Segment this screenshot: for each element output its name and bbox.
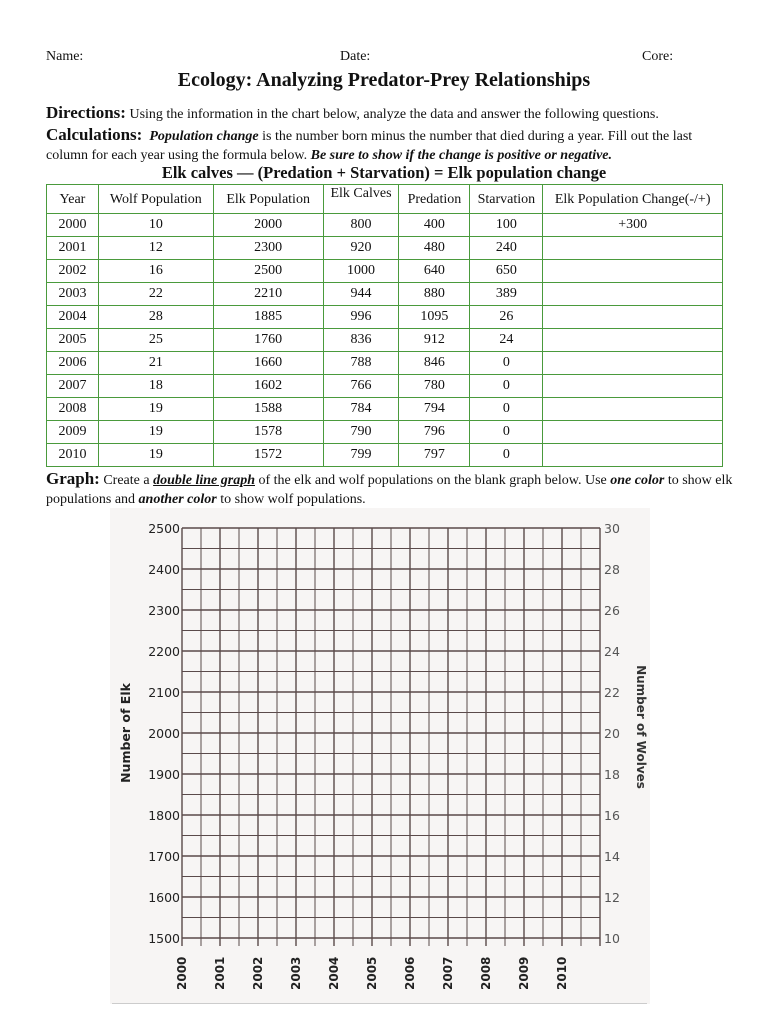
table-cell: 846 xyxy=(399,352,470,375)
wolf-axis-tick-label: 18 xyxy=(604,767,620,782)
table-cell: 2000 xyxy=(213,214,323,237)
graph-text-5: to show elk populations and xyxy=(46,473,733,507)
table-cell: 1095 xyxy=(399,306,470,329)
graph-text-2: double line graph xyxy=(153,473,255,488)
population-change-cell[interactable] xyxy=(543,421,723,444)
wolf-axis-tick-label: 16 xyxy=(604,808,620,823)
year-axis-tick-label: 2003 xyxy=(289,956,303,990)
wolf-axis-tick-label: 22 xyxy=(604,685,620,700)
table-cell: 944 xyxy=(323,283,399,306)
table-header-cell: Elk Population Change(-/+) xyxy=(543,185,723,214)
wolf-axis-tick-label: 14 xyxy=(604,849,620,864)
table-row xyxy=(47,352,723,375)
table-cell: 2006 xyxy=(47,352,99,375)
table-cell: 16 xyxy=(98,260,213,283)
table-cell: 18 xyxy=(98,375,213,398)
year-axis-tick-label: 2000 xyxy=(175,956,189,990)
year-axis-tick-label: 2008 xyxy=(479,956,493,990)
elk-axis-tick-label: 1800 xyxy=(148,808,180,823)
table-row xyxy=(47,329,723,352)
table-cell: 766 xyxy=(323,375,399,398)
population-change-cell[interactable]: +300 xyxy=(543,214,723,237)
table-body xyxy=(47,214,723,467)
year-axis-tick-label: 2007 xyxy=(441,956,455,990)
page-bottom-rule xyxy=(112,1003,647,1004)
table-cell: 100 xyxy=(470,214,543,237)
table-header-cell: Elk Calves xyxy=(323,185,399,214)
table-header-row xyxy=(47,185,723,214)
table-cell: 10 xyxy=(98,214,213,237)
table-row xyxy=(47,260,723,283)
elk-axis-tick-label: 1600 xyxy=(148,890,180,905)
graph-text-1: Create a xyxy=(99,473,154,488)
directions-text: Using the information in the chart below, analyze the data and answer the following questions. xyxy=(125,107,659,122)
calculations-emphasis: Be sure to show if the change is positive or negative. xyxy=(310,148,613,163)
wolf-axis-tick-label: 26 xyxy=(604,603,620,618)
table-cell: 2002 xyxy=(47,260,99,283)
data-table xyxy=(46,184,723,467)
table-cell: 22 xyxy=(98,283,213,306)
table-header-cell: Wolf Population xyxy=(98,185,213,214)
formula: Elk calves — (Predation + Starvation) = Elk population change xyxy=(161,163,607,182)
table-cell: 920 xyxy=(323,237,399,260)
table-header-cell: Year xyxy=(47,185,99,214)
population-change-cell[interactable] xyxy=(543,444,723,467)
wolf-axis-tick-label: 28 xyxy=(604,562,620,577)
wolf-axis-tick-label: 24 xyxy=(604,644,620,659)
year-axis-tick-label: 2004 xyxy=(327,956,341,990)
elk-axis-tick-label: 1900 xyxy=(148,767,180,782)
elk-axis-tick-label: 2400 xyxy=(148,562,180,577)
table-cell: 788 xyxy=(323,352,399,375)
graph-text-6: another color xyxy=(138,492,217,507)
date-label: Date: xyxy=(340,49,371,64)
table-cell: 880 xyxy=(399,283,470,306)
year-axis-tick-label: 2010 xyxy=(555,956,569,990)
elk-axis-tick-label: 2300 xyxy=(148,603,180,618)
year-axis-tick-label: 2001 xyxy=(213,956,227,990)
population-change-cell[interactable] xyxy=(543,375,723,398)
table-cell: 240 xyxy=(470,237,543,260)
year-axis-tick-label: 2005 xyxy=(365,956,379,990)
population-change-cell[interactable] xyxy=(543,306,723,329)
table-cell: 21 xyxy=(98,352,213,375)
table-cell: 1760 xyxy=(213,329,323,352)
population-change-cell[interactable] xyxy=(543,398,723,421)
table-cell: 784 xyxy=(323,398,399,421)
table-cell: 912 xyxy=(399,329,470,352)
table-row xyxy=(47,398,723,421)
directions-label: Directions: xyxy=(46,103,126,122)
elk-axis-tick-label: 2200 xyxy=(148,644,180,659)
table-cell: 799 xyxy=(323,444,399,467)
table-cell: 24 xyxy=(470,329,543,352)
population-change-cell[interactable] xyxy=(543,283,723,306)
table-row xyxy=(47,237,723,260)
wolf-axis-tick-label: 10 xyxy=(604,931,620,946)
graph-text-4: one color xyxy=(610,473,665,488)
table-cell: 28 xyxy=(98,306,213,329)
population-change-cell[interactable] xyxy=(543,352,723,375)
table-cell: 2300 xyxy=(213,237,323,260)
wolf-axis-title: Number of Wolves xyxy=(634,665,648,789)
calculations-text: is the number born minus the number that died during a year. Fill out the last column for each year using the formula below. xyxy=(46,129,693,163)
elk-axis-tick-label: 2500 xyxy=(148,521,180,536)
table-cell: 2007 xyxy=(47,375,99,398)
table-cell: 996 xyxy=(323,306,399,329)
table-row xyxy=(47,444,723,467)
year-axis-tick-label: 2006 xyxy=(403,956,417,990)
graph-grid xyxy=(110,508,650,1004)
blank-graph-photo xyxy=(110,508,650,1004)
table-cell: 1588 xyxy=(213,398,323,421)
table-cell: 0 xyxy=(470,444,543,467)
table-cell: 640 xyxy=(399,260,470,283)
table-row xyxy=(47,306,723,329)
wolf-axis-tick-label: 12 xyxy=(604,890,620,905)
graph-text-7: to show wolf populations. xyxy=(216,492,366,507)
population-change-cell[interactable] xyxy=(543,329,723,352)
table-cell: 19 xyxy=(98,398,213,421)
calculations-label: Calculations: xyxy=(46,125,143,144)
graph-label: Graph: xyxy=(46,469,100,488)
table-cell: 0 xyxy=(470,352,543,375)
table-cell: 794 xyxy=(399,398,470,421)
graph-instructions xyxy=(46,469,736,509)
table-header-cell: Elk Population xyxy=(213,185,323,214)
calculations xyxy=(46,125,736,165)
table-cell: 836 xyxy=(323,329,399,352)
table-cell: 2005 xyxy=(47,329,99,352)
table-cell: 800 xyxy=(323,214,399,237)
table-cell: 389 xyxy=(470,283,543,306)
table-cell: 790 xyxy=(323,421,399,444)
table-cell: 2004 xyxy=(47,306,99,329)
table-cell: 2003 xyxy=(47,283,99,306)
wolf-axis-tick-label: 30 xyxy=(604,521,620,536)
table-cell: 1578 xyxy=(213,421,323,444)
elk-axis-tick-label: 1700 xyxy=(148,849,180,864)
table-row xyxy=(47,375,723,398)
table-cell: 1885 xyxy=(213,306,323,329)
table-cell: 1000 xyxy=(323,260,399,283)
elk-axis-tick-label: 2000 xyxy=(148,726,180,741)
table-row xyxy=(47,421,723,444)
table-cell: 2010 xyxy=(47,444,99,467)
table-cell: 19 xyxy=(98,444,213,467)
table-cell: 2500 xyxy=(213,260,323,283)
elk-axis-tick-label: 2100 xyxy=(148,685,180,700)
year-axis-tick-label: 2009 xyxy=(517,956,531,990)
table-cell: 400 xyxy=(399,214,470,237)
table-header-cell: Starvation xyxy=(470,185,543,214)
table-cell: 480 xyxy=(399,237,470,260)
table-cell: 2000 xyxy=(47,214,99,237)
page-title: Ecology: Analyzing Predator-Prey Relationships xyxy=(177,69,591,91)
table-cell: 2008 xyxy=(47,398,99,421)
table-cell: 796 xyxy=(399,421,470,444)
table-cell: 0 xyxy=(470,398,543,421)
table-cell: 26 xyxy=(470,306,543,329)
population-change-cell[interactable] xyxy=(543,237,723,260)
table-cell: 1572 xyxy=(213,444,323,467)
table-cell: 12 xyxy=(98,237,213,260)
population-change-cell[interactable] xyxy=(543,260,723,283)
table-cell: 19 xyxy=(98,421,213,444)
table-cell: 2210 xyxy=(213,283,323,306)
elk-axis-tick-label: 1500 xyxy=(148,931,180,946)
table-cell: 0 xyxy=(470,421,543,444)
table-cell: 2009 xyxy=(47,421,99,444)
table-cell: 1602 xyxy=(213,375,323,398)
calculations-term: Population change xyxy=(149,129,259,144)
table-row xyxy=(47,283,723,306)
name-label: Name: xyxy=(46,49,84,64)
table-header-cell: Predation xyxy=(399,185,470,214)
directions xyxy=(46,103,736,124)
table-cell: 25 xyxy=(98,329,213,352)
wolf-axis-tick-label: 20 xyxy=(604,726,620,741)
graph-text-3: of the elk and wolf populations on the blank graph below. Use xyxy=(255,473,611,488)
table-row xyxy=(47,214,723,237)
table-cell: 650 xyxy=(470,260,543,283)
core-label: Core: xyxy=(642,49,674,64)
table-cell: 797 xyxy=(399,444,470,467)
table-cell: 2001 xyxy=(47,237,99,260)
elk-axis-title: Number of Elk xyxy=(118,683,133,783)
table-cell: 1660 xyxy=(213,352,323,375)
table-cell: 0 xyxy=(470,375,543,398)
table-cell: 780 xyxy=(399,375,470,398)
year-axis-tick-label: 2002 xyxy=(251,956,265,990)
